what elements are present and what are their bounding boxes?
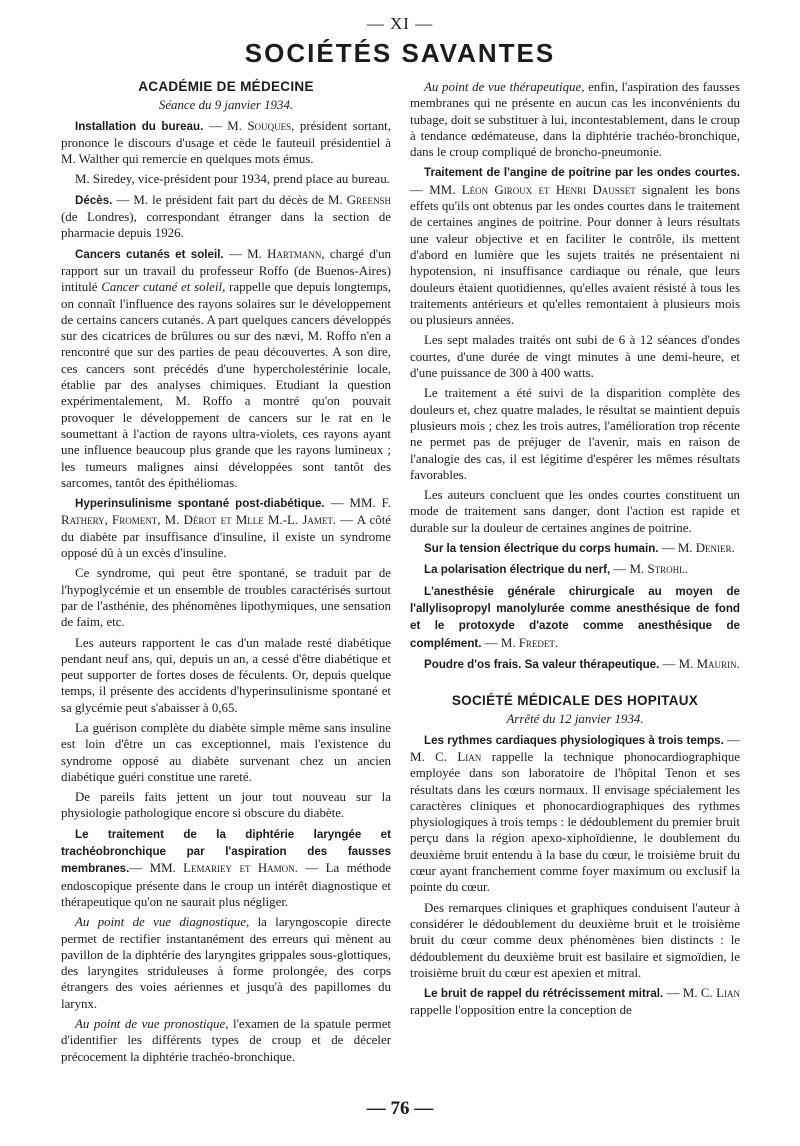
heading-diphterie: Le traitement de la diphtérie laryngée et trachéobronchique par l'aspiration des fausses membranes.: [61, 827, 391, 876]
paragraph-diagnostique: [61, 914, 391, 1012]
left-column: [61, 79, 391, 1069]
heading-bruit-rappel: Le bruit de rappel du rétrécissement mitral.: [424, 987, 664, 1001]
author-name: Greensh: [346, 192, 391, 207]
text: — MM.: [324, 496, 382, 511]
heading-hyperinsulinisme: Hyperinsulinisme spontané post-diabétique.: [75, 497, 325, 511]
paragraph-installation: [61, 118, 391, 168]
paragraph-pareils-faits: De pareils faits jettent un jour tout nouveau sur la physiologie pathologique encore si obscure du diabète.: [61, 790, 391, 821]
paragraph-syndrome: Ce syndrome, qui peut être spontané, se traduit par de l'hypoglycémie et un ensemble de troubles caractérisés surtout par de l'asthénie, des phénomènes lipothymiques, une sensation de faim, etc.: [61, 566, 391, 630]
paragraph-angine: [410, 164, 740, 328]
paragraph-polarisation: [410, 561, 740, 578]
text: , l'examen de la spatule permet d'identifier les différents types de croup et de déceler précocement la diphtérie trachéo-bronchique.: [61, 1017, 392, 1064]
text: , la laryngoscopie directe permet de rectifier instantanément des erreurs qui mènent au pavillon de la diphtérie des laryngites grippales sous-glottiques, des laryngites striduleuses à forme prolongée, des corps étrangers des voies aériennes et jusqu'à des papillomes du larynx.: [61, 915, 391, 1011]
italic-lead: Au point de vue thérapeutique: [424, 80, 582, 94]
text: — M. C.: [663, 986, 717, 1001]
paragraph-pronostique: [61, 1016, 391, 1065]
section-title-societe-medicale: SOCIÉTÉ MÉDICALE DES HOPITAUX: [451, 693, 699, 709]
paragraph-therapeutique: [410, 79, 740, 160]
heading-installation: Installation du bureau.: [75, 119, 204, 133]
paragraph-sept-malades: Les sept malades traités ont subi de 6 à 12 séances d'ondes courtes, d'une durée de vingt minutes à une demi-heure, et d'une puissance de 300 à 400 watts.: [410, 333, 740, 381]
paragraph-guerison: La guérison complète du diabète simple même sans insuline est loin d'être un cas exceptionnel, mais l'existence du syndrome opposé au diabète survenant chez un ancien diabétique guéri constitue une rareté.: [61, 720, 391, 784]
paragraph-hyperinsulinisme: [61, 495, 391, 561]
author-name: Souques: [247, 118, 292, 133]
author-name: Strohl: [647, 562, 685, 577]
paragraph-conclusion: Les auteurs concluent que les ondes courtes constituent un mode de traitement sans danger, dont l'action est rapide et durable sur la douleur de certaines angines de poitrine.: [410, 488, 740, 535]
paragraph-auteurs: Les auteurs rapportent le cas d'un malade resté diabétique pendant neuf ans, qui, depuis un an, a cessé d'être diabétique et peut supporter de fortes doses de féculents. Or, depuis quelque temps, il présente des accidents d'hyperinsulinisme spontané et sa glycémie peut s'abaisser à 0,65.: [61, 635, 391, 715]
author-names: Léon Giroux et Henri Dausset: [461, 182, 636, 197]
italic-lead: Au point de vue diagnostique: [75, 915, 246, 930]
heading-cancers: Cancers cutanés et soleil.: [75, 247, 224, 261]
text: — M.: [481, 635, 519, 650]
text: , président sortant, prononce le discours d'usage et cède le fauteuil présidentiel à M. Walther qui remercie en quelques mots émus.: [61, 118, 391, 167]
italic-lead: Au point de vue pronostique: [75, 1017, 226, 1032]
paragraph-deces: [61, 192, 391, 242]
section-title-academie: ACADÉMIE DE MÉDECINE: [138, 79, 314, 94]
heading-tension: Sur la tension électrique du corps humain.: [424, 542, 659, 556]
section-date-academie: Séance du 9 janvier 1934.: [158, 98, 294, 113]
author-name: Lian: [716, 986, 740, 1001]
author-names: Lemariey et Hamon: [183, 861, 295, 876]
text: .: [554, 635, 559, 650]
page-number: — 76 —: [366, 1098, 434, 1119]
paragraph-cancers: [61, 246, 391, 491]
paragraph-poudre-os: [410, 656, 740, 673]
text: , enfin, l'aspiration des fausses membranes qui ne présente en aucun cas les inconvénients du tubage, doit se substituer à lui, incontestablement, dans le croup à tendance œdémateuse, dans la diphtérie trachéo-bronchique, dans le croup compliqué de broncho-pneumonie.: [410, 80, 740, 160]
author-names: F. Rathery, Froment, M. Dérot et Mlle M.-L. Jamet: [61, 496, 391, 528]
text: — M. le président fait part du décès de M.: [112, 192, 347, 207]
text: signalent les bons effets qu'ils ont obtenus par les ondes courtes dans le traitement de certaines angines de poitrine. Pour donner à leurs résultats une valeur objective et en faciliter le contrôle, ils mettent d'abord en lumière que les sujets traités ne présentaient ni hypotension, ni insuffisance cardiaque ou rénale, que leurs douleurs étaient quotidiennes, qu'elles avaient résisté à tous les traitements antérieurs et qu'elles remontaient à plusieurs mois ou plusieurs années.: [410, 182, 741, 328]
text: — MM.: [129, 861, 184, 876]
heading-poudre-os: Poudre d'os frais. Sa valeur thérapeutique.: [424, 657, 660, 671]
paragraph-remarques: Des remarques cliniques et graphiques conduisent l'auteur à considérer le dédoublement du deuxième bruit et le troisième bruit du cœur comme deux phénomènes bien distincts : le dédoublement du deuxième bruit est basilaire et sigmoïdien, le troisième bruit du cœur est apexien et mitral.: [410, 900, 740, 980]
heading-rythmes: Les rythmes cardiaques physiologiques à trois temps.: [424, 733, 724, 747]
text: — MM.: [410, 182, 462, 197]
text: — M.: [223, 246, 268, 261]
text: , rappelle que depuis longtemps, on connaît l'influence des rayons solaires sur le développement de certains cancers cutanés. A part quelques cancers développés sur des cicatrices de brûlures ou sur des nævi, M. Roffo n'en a rencontré que sur des parties de peau découvertes. A son dire, ces cancers sont précédés d'une hypercholestérinie locale, établie par des analyses chimiques. Etudiant la question expérimentalement, M. Roffo a montré qu'on pouvait provoquer le développement de cancers sur le rat en le soumettant à l'action de rayons ultra-violets, ces rayons ayant une influence beaucoup plus grande que les rayons lumineux ; les tumeurs malignes ainsi développées sont tantôt des sarcomes, tantôt des épithéliomas.: [61, 280, 392, 490]
text: .: [736, 656, 740, 671]
right-column: [410, 79, 740, 1023]
text: rappelle la technique phonocardiographique employée dans son laboratoire de l'hôpital Tenon et ses résultats dans les cœurs normaux. Il envisage spécialement les caractères cliniques et phonocardiographiques des rythmes physiologiques à trois temps : le dédoublement du premier bruit perçu dans la région apexo-xiphoïdienne, le doublement du deuxième bruit entendu à la base du cœur, le troisième bruit du cœur ayant franchement comme foyer maximum ou exclusif la pointe du cœur.: [410, 749, 741, 895]
section-spacer: [410, 677, 740, 693]
page-title: SOCIÉTÉS SAVANTES: [244, 38, 556, 68]
text: . — La méthode endoscopique présente dans le croup un intérêt diagnostique et thérapeutique qu'on ne saurait plus négliger.: [61, 861, 391, 909]
paragraph-rythmes: [410, 732, 740, 896]
paragraph-diphterie: [61, 826, 391, 910]
paragraph-siredey: M. Siredey, vice-président pour 1934, prend place au bureau.: [75, 172, 390, 187]
text: — M.: [610, 562, 648, 577]
work-title: Cancer cutané et soleil: [101, 280, 223, 295]
paragraph-anesthesie: [410, 583, 740, 652]
paragraph-bruit-rappel: [410, 985, 740, 1019]
text: .: [731, 541, 735, 556]
heading-deces: Décès.: [75, 193, 113, 207]
author-name: Hartmann: [267, 246, 322, 261]
text: , chargé d'un rapport sur un travail du professeur Roffo (de Buenos-Aires) intitulé: [61, 246, 391, 295]
text: — M.: [203, 118, 248, 133]
section-date-societe-medicale: Arrêté du 12 janvier 1934.: [506, 712, 644, 727]
author-name: Fredet: [518, 635, 555, 650]
author-name: Lian: [457, 749, 482, 764]
text: — M.: [659, 656, 697, 671]
author-name: Maurin: [696, 656, 737, 671]
text: — M. C.: [410, 732, 740, 764]
text: . — A côté du diabète par insuffisance d'insuline, il existe un syndrome opposé dû à un excès d'insuline.: [61, 513, 391, 561]
paragraph-tension: [410, 540, 740, 557]
text: — M.: [658, 541, 696, 556]
author-name: Denier: [695, 541, 732, 556]
heading-angine: Traitement de l'angine de poitrine par les ondes courtes.: [424, 166, 740, 180]
paragraph-traitement-suivi: Le traitement a été suivi de la disparition complète des douleurs et, chez quatre malades, le résultat se maintient depuis plusieurs mois ; chez les trois autres, l'amélioration trop récente ne permet pas de préjuger de l'avenir, mais en raison de l'analogie des cas, il est légitime d'espérer les mêmes résultats favorables.: [410, 386, 740, 482]
text: (de Londres), correspondant étranger dans la section de pharmacie depuis 1926.: [61, 210, 391, 241]
text: .: [684, 562, 688, 577]
heading-anesthesie: L'anesthésie générale chirurgicale au moyen de l'allylisopropyl manolylurée comme anesthésique de fond et le protoxyde d'azote comme anesthésique de complément.: [410, 584, 740, 650]
roman-page-number: — XI —: [366, 14, 434, 33]
text: rappelle l'opposition entre la conception de: [410, 1003, 632, 1018]
heading-polarisation: La polarisation électrique du nerf,: [424, 563, 611, 577]
